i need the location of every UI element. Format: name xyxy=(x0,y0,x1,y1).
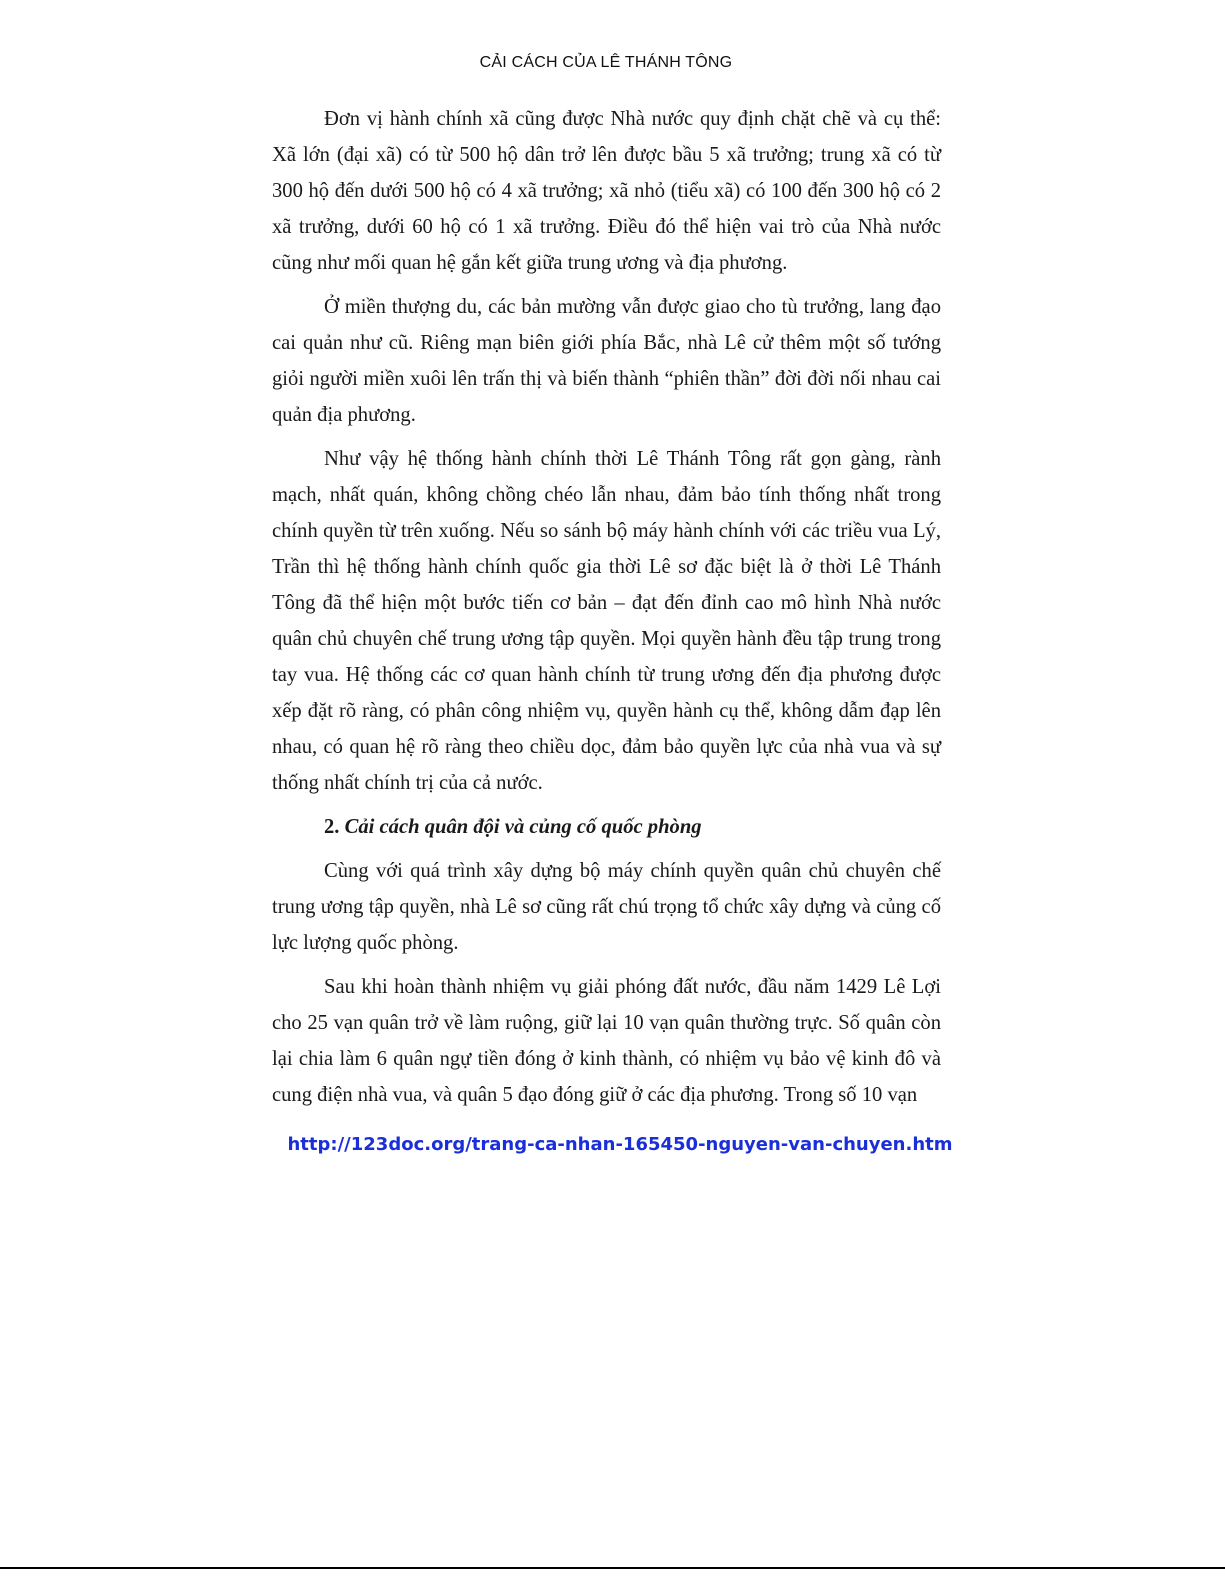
paragraph: Đơn vị hành chính xã cũng được Nhà nước quy định chặt chẽ và cụ thể: Xã lớn (đại xã) có từ 500 hộ dân trở lên được bầu 5 xã trưởng; trung xã có từ 300 hộ đến dưới 500 hộ có 4 xã trưởng; xã nhỏ (tiểu xã) có 100 đến 300 hộ có 2 xã trưởng, dưới 60 hộ có 1 xã trưởng. Điều đó thể hiện vai trò của Nhà nước cũng như mối quan hệ gắn kết giữa trung ương và địa phương. xyxy=(272,108,941,274)
document-body xyxy=(272,101,941,1121)
paragraph: Cùng với quá trình xây dựng bộ máy chính quyền quân chủ chuyên chế trung ương tập quyền, nhà Lê sơ cũng rất chú trọng tổ chức xây dựng và củng cố lực lượng quốc phòng. xyxy=(272,860,941,954)
section-title: Cải cách quân đội và củng cố quốc phòng xyxy=(344,816,702,838)
paragraph: Ở miền thượng du, các bản mường vẫn được giao cho tù trưởng, lang đạo cai quản như cũ. Riêng mạn biên giới phía Bắc, nhà Lê cử thêm một số tướng giỏi người miền xuôi lên trấn thị và biến thành “phiên thần” đời đời nối nhau cai quản địa phương. xyxy=(272,296,941,426)
bottom-divider xyxy=(0,1567,1225,1569)
section-heading xyxy=(272,809,941,845)
footer-source-link[interactable]: http://123doc.org/trang-ca-nhan-165450-nguyen-van-chuyen.htm xyxy=(287,1134,953,1155)
paragraph: Sau khi hoàn thành nhiệm vụ giải phóng đất nước, đầu năm 1429 Lê Lợi cho 25 vạn quân trở về làm ruộng, giữ lại 10 vạn quân thường trực. Số quân còn lại chia làm 6 quân ngự tiền đóng ở kinh thành, có nhiệm vụ bảo vệ kinh đô và cung điện nhà vua, và quân 5 đạo đóng giữ ở các địa phương. Trong số 10 vạn xyxy=(272,976,941,1106)
paragraph: Như vậy hệ thống hành chính thời Lê Thánh Tông rất gọn gàng, rành mạch, nhất quán, không chồng chéo lẫn nhau, đảm bảo tính thống nhất trong chính quyền từ trên xuống. Nếu so sánh bộ máy hành chính với các triều vua Lý, Trần thì hệ thống hành chính quốc gia thời Lê sơ đặc biệt là ở thời Lê Thánh Tông đã thể hiện một bước tiến cơ bản – đạt đến đỉnh cao mô hình Nhà nước quân chủ chuyên chế trung ương tập quyền. Mọi quyền hành đều tập trung trong tay vua. Hệ thống các cơ quan hành chính từ trung ương đến địa phương được xếp đặt rõ ràng, có phân công nhiệm vụ, quyền hành cụ thể, không dẫm đạp lên nhau, có quan hệ rõ ràng theo chiều dọc, đảm bảo quyền lực của nhà vua và sự thống nhất chính trị của cả nước. xyxy=(272,448,941,794)
running-header: CẢI CÁCH CỦA LÊ THÁNH TÔNG xyxy=(479,54,733,71)
section-number: 2. xyxy=(324,816,340,838)
